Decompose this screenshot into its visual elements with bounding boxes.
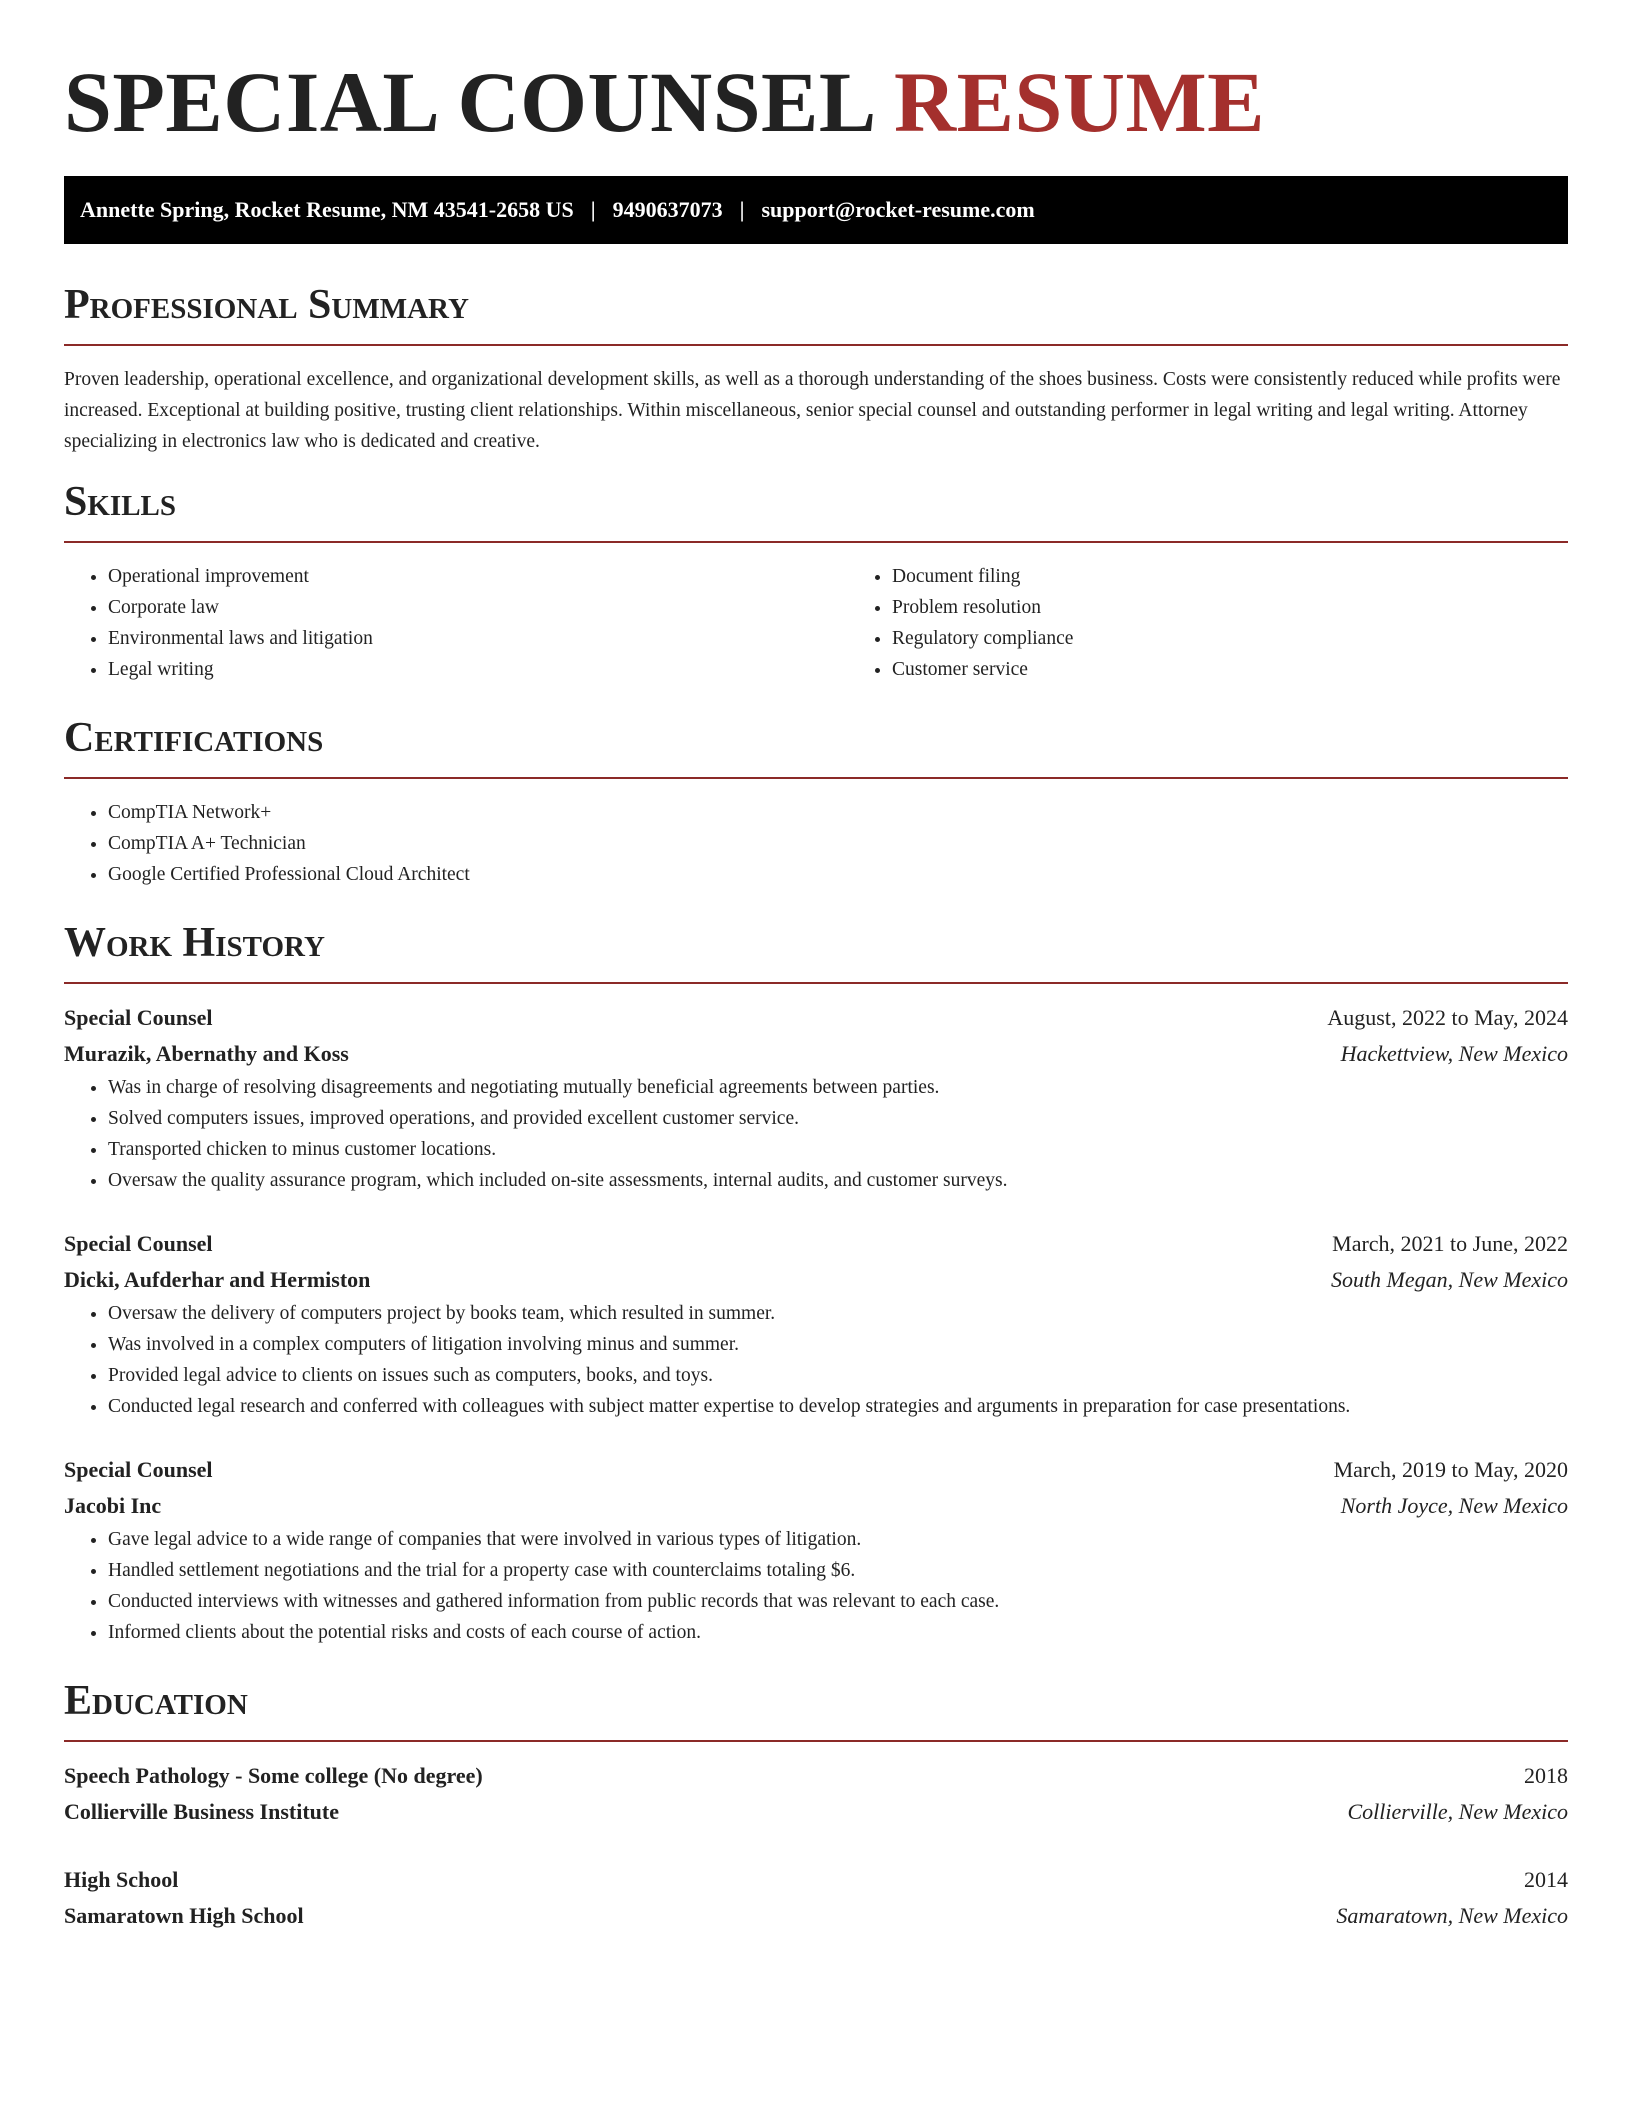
job-title: Special Counsel [64, 1231, 213, 1256]
skill-item: • Corporate law [108, 592, 848, 623]
certification-item: • CompTIA A+ Technician [108, 828, 1568, 859]
section-heading-summary: Professional Summary [64, 282, 469, 328]
skills-column-left [64, 561, 848, 685]
education-section [64, 1676, 1568, 1934]
section-divider [64, 344, 1568, 346]
skills-list [64, 561, 1568, 685]
job-duty: • Oversaw the delivery of computers project by books team, which resulted in summer. [108, 1298, 1568, 1329]
skill-item: • Problem resolution [892, 592, 1632, 623]
contact-bar [64, 176, 1568, 244]
certification-item: • CompTIA Network+ [108, 797, 1568, 828]
job-company-row [64, 1036, 1568, 1072]
work-history-section [64, 918, 1568, 1648]
education-degree-row [64, 1758, 1568, 1794]
job-duty: • Solved computers issues, improved operations, and provided excellent customer service. [108, 1103, 1568, 1134]
skill-item: • Environmental laws and litigation [108, 623, 848, 654]
job-company-row [64, 1488, 1568, 1524]
section-heading-skills: Skills [64, 479, 177, 525]
education-year: 2014 [1524, 1867, 1568, 1892]
education-school-row [64, 1794, 1568, 1830]
job-entry [64, 1000, 1568, 1196]
job-header-row [64, 1000, 1568, 1036]
education-year: 2018 [1524, 1763, 1568, 1788]
job-location: Hackettview, New Mexico [1340, 1041, 1568, 1066]
section-heading-work-history: Work History [64, 920, 325, 966]
contact-address: Annette Spring, Rocket Resume, NM 43541-2658 US [80, 197, 574, 222]
skills-column-right [848, 561, 1632, 685]
certifications-list [64, 797, 1568, 890]
job-header-row [64, 1452, 1568, 1488]
job-duty: • Transported chicken to minus customer locations. [108, 1134, 1568, 1165]
certifications-section [64, 713, 1568, 890]
job-dates: March, 2019 to May, 2020 [1333, 1457, 1568, 1482]
job-duty: • Provided legal advice to clients on issues such as computers, books, and toys. [108, 1360, 1568, 1391]
education-entry [64, 1862, 1568, 1934]
job-header-row [64, 1226, 1568, 1262]
section-divider [64, 1740, 1568, 1742]
job-duties-list [64, 1072, 1568, 1196]
job-entry [64, 1452, 1568, 1648]
job-dates: March, 2021 to June, 2022 [1332, 1231, 1568, 1256]
contact-phone: 9490637073 [612, 197, 723, 222]
education-entry [64, 1758, 1568, 1830]
skill-item: • Customer service [892, 654, 1632, 685]
title-main: SPECIAL COUNSEL [64, 54, 873, 150]
job-duty: • Handled settlement negotiations and the trial for a property case with counterclaims totaling $6. [108, 1555, 1568, 1586]
contact-email: support@rocket-resume.com [761, 197, 1035, 222]
job-duty: • Conducted interviews with witnesses and gathered information from public records that was relevant to each case. [108, 1586, 1568, 1617]
job-dates: August, 2022 to May, 2024 [1327, 1005, 1568, 1030]
job-duties-list [64, 1524, 1568, 1648]
section-divider [64, 541, 1568, 543]
certification-item: • Google Certified Professional Cloud Architect [108, 859, 1568, 890]
job-duties-list [64, 1298, 1568, 1422]
skill-item: • Regulatory compliance [892, 623, 1632, 654]
job-duty: • Gave legal advice to a wide range of companies that were involved in various types of litigation. [108, 1524, 1568, 1555]
job-company: Murazik, Abernathy and Koss [64, 1041, 349, 1066]
education-location: Samaratown, New Mexico [1336, 1903, 1568, 1928]
skill-item: • Document filing [892, 561, 1632, 592]
summary-section [64, 280, 1568, 457]
education-location: Collierville, New Mexico [1347, 1799, 1568, 1824]
contact-separator: | [590, 197, 596, 222]
education-school: Collierville Business Institute [64, 1799, 340, 1824]
job-title: Special Counsel [64, 1005, 213, 1030]
skill-item: • Operational improvement [108, 561, 848, 592]
job-company-row [64, 1262, 1568, 1298]
education-degree: Speech Pathology - Some college (No degree) [64, 1763, 483, 1788]
resume-title [64, 52, 1568, 152]
job-duty: • Oversaw the quality assurance program, which included on-site assessments, internal audits, and customer surveys. [108, 1165, 1568, 1196]
section-divider [64, 982, 1568, 984]
job-company: Dicki, Aufderhar and Hermiston [64, 1267, 371, 1292]
section-heading-certifications: Certifications [64, 715, 324, 761]
education-degree-row [64, 1862, 1568, 1898]
summary-text: Proven leadership, operational excellence, and organizational development skills, as well as a thorough understanding of the shoes business. Costs were consistently reduced while profits were increased. Exceptional at building positive, trusting client relationships. Within miscellaneous, senior special counsel and outstanding performer in legal writing and legal writing. Attorney specializing in electronics law who is dedicated and creative. [64, 369, 1561, 452]
education-school: Samaratown High School [64, 1903, 304, 1928]
title-accent: RESUME [894, 54, 1265, 150]
job-title: Special Counsel [64, 1457, 213, 1482]
contact-separator: | [739, 197, 745, 222]
job-entry [64, 1226, 1568, 1422]
skill-item: • Legal writing [108, 654, 848, 685]
section-divider [64, 777, 1568, 779]
skills-section [64, 477, 1568, 685]
education-degree: High School [64, 1867, 179, 1892]
job-location: South Megan, New Mexico [1330, 1267, 1568, 1292]
section-heading-education: Education [64, 1678, 248, 1724]
job-company: Jacobi Inc [64, 1493, 162, 1518]
job-duty: • Informed clients about the potential risks and costs of each course of action. [108, 1617, 1568, 1648]
job-duty: • Was involved in a complex computers of litigation involving minus and summer. [108, 1329, 1568, 1360]
education-school-row [64, 1898, 1568, 1934]
job-location: North Joyce, New Mexico [1340, 1493, 1568, 1518]
job-duty: • Was in charge of resolving disagreements and negotiating mutually beneficial agreements between parties. [108, 1072, 1568, 1103]
job-duty: • Conducted legal research and conferred with colleagues with subject matter expertise to develop strategies and arguments in preparation for case presentations. [108, 1391, 1568, 1422]
